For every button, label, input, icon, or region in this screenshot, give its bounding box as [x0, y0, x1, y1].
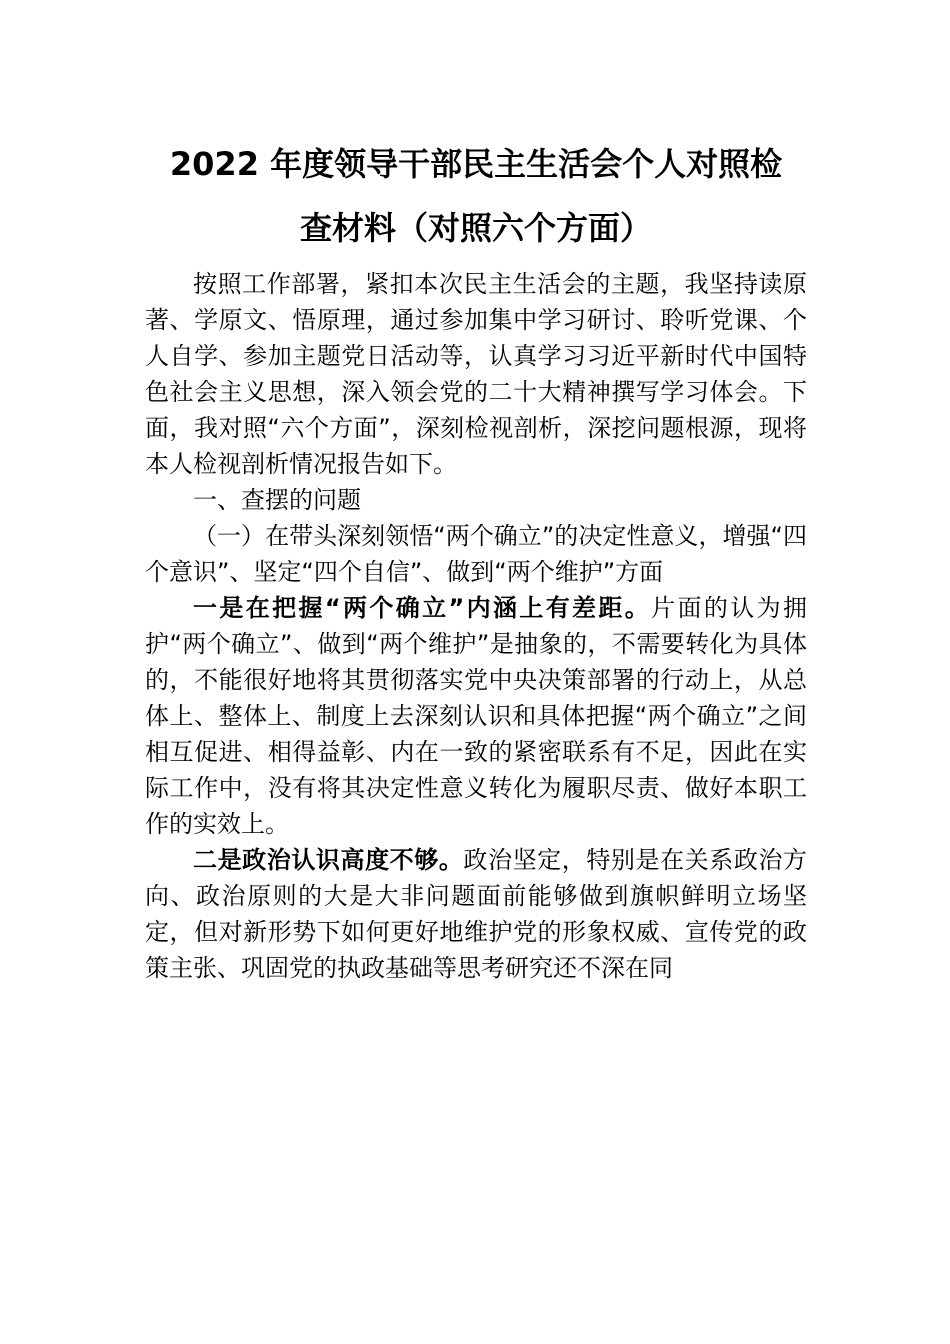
point-2-text: 政治坚定，特别是在关系政治方向、政治原则的大是大非问题面前能够做到旗帜鲜明立场坚定，但对新形势下如何更好地维护党的形象权威、宣传党的政策主张、巩固党的执政基础等思考研究还不深在同	[145, 846, 808, 982]
section-heading: 一、查摆的问题	[193, 486, 361, 514]
point-1-paragraph	[145, 590, 807, 842]
point-1-lead: 一是在把握“两个确立”内涵上有差距。	[193, 594, 652, 622]
point-2-paragraph	[145, 842, 807, 986]
title-line-1: 2022 年度领导干部民主生活会个人对照检	[169, 145, 783, 183]
point-2-lead: 二是政治认识高度不够。	[193, 846, 464, 874]
document-page	[145, 132, 807, 986]
point-1-text: 片面的认为拥护“两个确立”、做到“两个维护”是抽象的，不需要转化为具体的，不能很好地将其贯彻落实党中央决策部署的行动上，从总体上、整体上、制度上去深刻认识和具体把握“两个确立”之间相互促进、相得益彰、内在一致的紧密联系有不足，因此在实际工作中，没有将其决定性意义转化为履职尽责、做好本职工作的实效上。	[145, 594, 808, 838]
document-title	[145, 132, 807, 260]
intro-paragraph: 按照工作部署，紧扣本次民主生活会的主题，我坚持读原著、学原文、悟原理，通过参加集中学习研讨、聆听党课、个人自学、参加主题党日活动等，认真学习习近平新时代中国特色社会主义思想，深入领会党的二十大精神撰写学习体会。下面，我对照“六个方面”，深刻检视剖析，深挖问题根源，现将本人检视剖析情况报告如下。	[145, 270, 807, 478]
subsection-heading: （一）在带头深刻领悟“两个确立”的决定性意义，增强“四个意识”、坚定“四个自信”、做到“两个维护”方面	[145, 522, 807, 586]
title-line-2: 查材料（对照六个方面）	[299, 209, 652, 247]
